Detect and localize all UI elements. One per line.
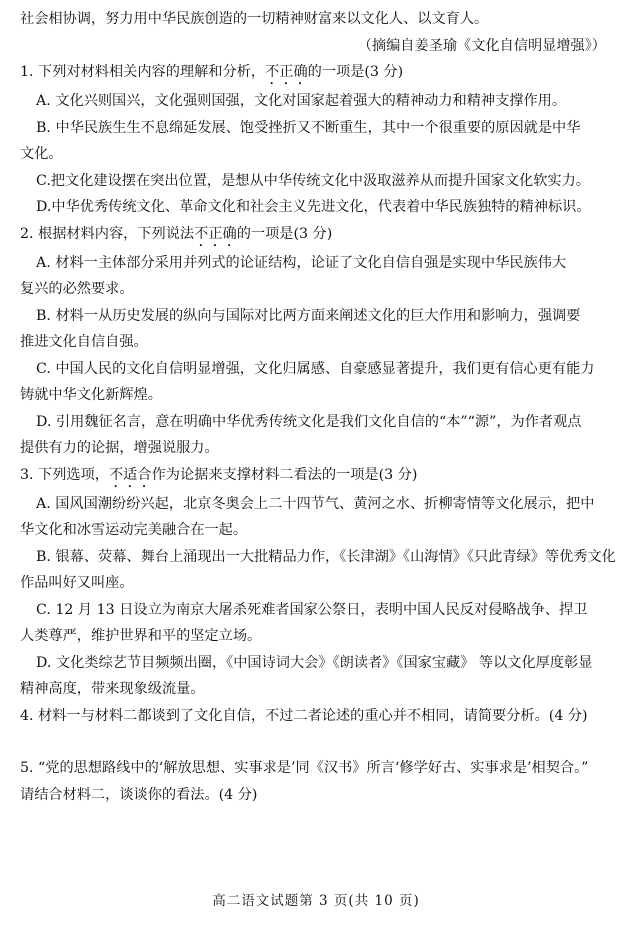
question-5-title-cont: 请结合材料二，谈谈你的看法。(4 分): [20, 786, 258, 803]
question-3-suffix: 作为论据来支撑材料二看法的一项是(3 分): [151, 466, 418, 483]
question-2-option-b-cont: 推进文化自信自强。: [20, 334, 148, 350]
question-3-option-d: D. 文化类综艺节目频频出圈，《中国诗词大会》《朗读者》《国家宝藏》 等以文化厚度彰显: [36, 654, 593, 671]
answer-space: [20, 729, 620, 755]
question-2-emphasis: 不正确: [194, 225, 237, 242]
source-citation: （摘编自姜圣瑜《文化自信明显增强》）: [357, 37, 606, 54]
question-3-title: [20, 462, 620, 491]
question-2-option-c: C. 中国人民的文化自信明显增强，文化归属感、自豪感显著提升，我们更有信心更有能力: [36, 360, 595, 377]
question-2-title: [20, 221, 620, 250]
question-3-option-d-cont: 精神高度，带来现象级流量。: [20, 681, 205, 697]
question-2-option-c-cont: 铸就中华文化新辉煌。: [20, 387, 162, 403]
question-1-suffix: 的一项是(3 分): [307, 64, 404, 80]
intro-line: 社会相协调，努力用中华民族创造的一切精神财富来以文化人、以文育人。: [20, 11, 489, 27]
question-2-prefix: 2. 根据材料内容，下列说法: [20, 225, 195, 242]
page-footer: 高二语文试题第 3 页(共 10 页): [212, 893, 420, 909]
question-3-emphasis: 不适合: [108, 466, 152, 483]
question-1-option-d: D.中华优秀传统文化、革命文化和社会主义先进文化，代表着中华民族独特的精神标识。: [36, 199, 591, 215]
question-3-option-b-cont: 作品叫好又叫座。: [20, 575, 134, 591]
question-2-option-d-cont: 提供有力的论据，增强说服力。: [20, 440, 219, 456]
question-3-option-c-cont: 人类尊严，维护世界和平的坚定立场。: [20, 628, 262, 644]
question-3-option-a-cont: 华文化和冰雪运动完美融合在一起。: [20, 522, 248, 538]
question-2-option-b: B. 材料一从历史发展的纵向与国际对比两方面来阐述文化的巨大作用和影响力，强调要: [36, 307, 581, 324]
question-2-option-d: D. 引用魏征名言，意在明确中华优秀传统文化是我们文化自信的“本”“源”，为作者观点: [36, 413, 582, 430]
question-3-option-c: C. 12 月 13 日设立为南京大屠杀死难者国家公祭日，表明中国人民反对侵略战争、捍卫: [36, 601, 588, 618]
question-3-prefix: 3. 下列选项，: [20, 466, 109, 483]
question-5-title: 5. “党的思想路线中的‘解放思想、实事求是’同《汉书》所言‘修学好古、实事求是’相契合。”: [20, 760, 589, 776]
question-2-suffix: 的一项是(3 分): [236, 225, 333, 242]
question-2-option-a-cont: 复兴的必然要求。: [20, 281, 134, 297]
question-4-title: 4. 材料一与材料二都谈到了文化自信，不过二者论述的重心并不相同，请简要分析。(4 分): [20, 707, 588, 724]
question-1-option-c: C.把文化建设摆在突出位置，是想从中华传统文化中汲取滋养从而提升国家文化软实力。: [36, 172, 590, 189]
question-1-option-a: A. 文化兴则国兴，文化强则国强，文化对国家起着强大的精神动力和精神支撑作用。: [36, 93, 567, 109]
question-1-option-b-cont: 文化。: [20, 146, 63, 162]
question-1-emphasis: 不正确: [265, 64, 308, 80]
question-3-option-a: A. 国风国潮纷纷兴起，北京冬奥会上二十四节气、黄河之水、折柳寄情等文化展示，把中: [36, 495, 595, 512]
question-3-option-b: B. 银幕、荧幕、舞台上涌现出一大批精品力作，《长津湖》《山海情》《只此青绿》等优秀文化: [36, 548, 616, 565]
question-1-option-b: B. 中华民族生生不息绵延发展、饱受挫折又不断重生，其中一个很重要的原因就是中华: [36, 119, 581, 136]
question-2-option-a: A. 材料一主体部分采用并列式的论证结构，论证了文化自信自强是实现中华民族伟大: [36, 254, 567, 271]
question-1-prefix: 1. 下列对材料相关内容的理解和分析，: [20, 64, 266, 80]
question-1-title: [20, 59, 620, 88]
